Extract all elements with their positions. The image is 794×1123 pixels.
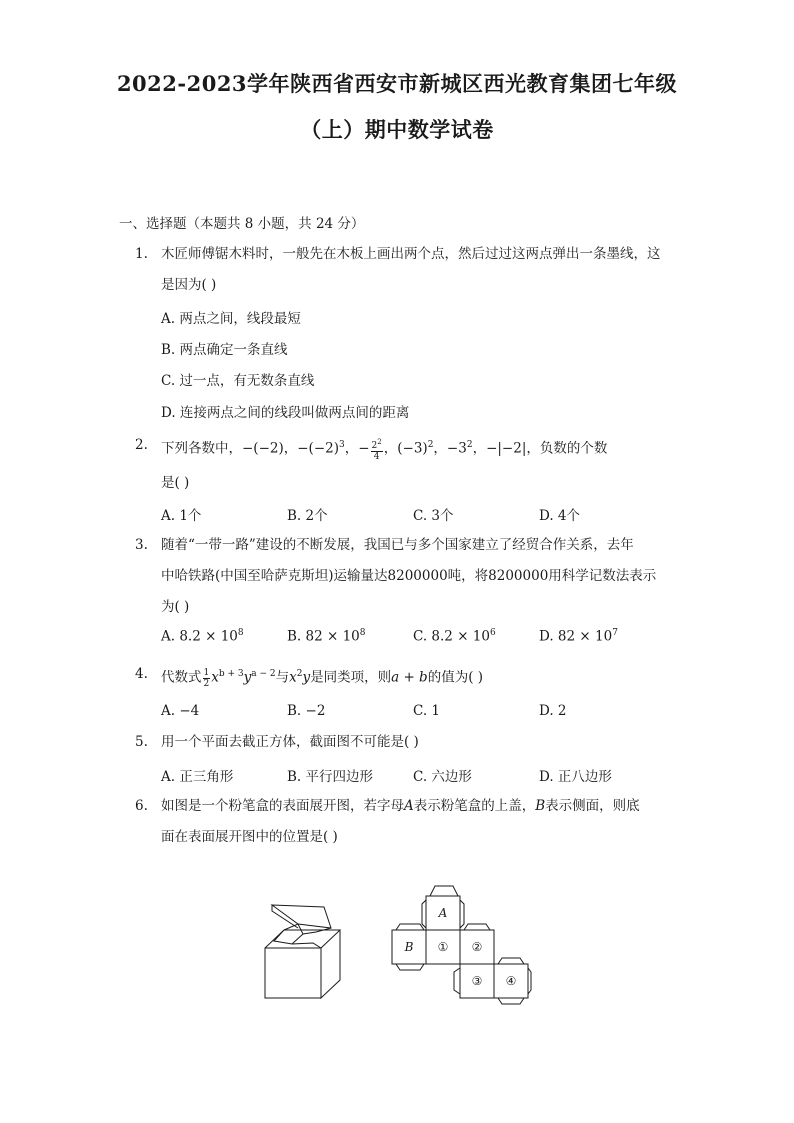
question-number: 1. xyxy=(135,246,148,262)
separator: ， xyxy=(344,440,359,457)
math-expr: −3 xyxy=(446,440,467,457)
fraction-denominator: 2 xyxy=(203,678,210,689)
question-1 xyxy=(135,239,675,301)
option-c xyxy=(413,628,496,645)
question-text-line xyxy=(161,791,675,822)
question-text-line: 木匠师傅锯木料时，一般先在木板上画出两个点，然后过过这两点弹出一条墨线，这 xyxy=(161,246,661,262)
question-4 xyxy=(135,659,675,694)
option-c: C. 3个 xyxy=(413,508,454,524)
option-d: D. 2 xyxy=(539,703,567,719)
exponent: 3 xyxy=(339,440,345,450)
math-expr: (−3) xyxy=(397,440,428,457)
option-b: B. 两点确定一条直线 xyxy=(161,342,288,358)
math-expr: −(−2) xyxy=(297,440,339,457)
math-expr: −|−2| xyxy=(486,440,527,457)
question-text xyxy=(161,430,675,499)
exponent: 8 xyxy=(237,628,244,638)
option-c: C. 六边形 xyxy=(413,769,472,785)
option-text: A. 8.2 × 10 xyxy=(161,628,238,645)
fraction-numerator: 1 xyxy=(203,667,210,678)
box-net-figure xyxy=(390,882,532,1006)
question-text-line: 是( ) xyxy=(161,474,190,491)
exam-title-line2: （上）期中数学试卷 xyxy=(300,117,494,142)
option-a: A. 两点之间，线段最短 xyxy=(161,311,301,327)
exponent: b + 3 xyxy=(218,669,244,679)
option-a: A. 正三角形 xyxy=(161,769,234,785)
section-heading: 一、选择题（本题共 8 小题，共 24 分） xyxy=(119,216,365,232)
math-expr: a + b xyxy=(391,669,428,686)
option-b: B. 2个 xyxy=(287,508,328,524)
separator: ， xyxy=(433,440,447,457)
question-text xyxy=(161,791,675,853)
question-lead: 下列各数中， xyxy=(161,440,242,457)
option-a: A. 1个 xyxy=(161,508,202,524)
separator: ， xyxy=(383,440,398,457)
option-b: B. 平行四边形 xyxy=(287,769,374,785)
question-6 xyxy=(135,791,675,853)
question-number: 2. xyxy=(135,437,148,453)
question-number: 4. xyxy=(135,666,148,682)
fraction-numerator: 2 xyxy=(371,440,378,451)
math-expr: − xyxy=(358,440,370,457)
exponent: 2 xyxy=(466,440,473,450)
question-text-part: 表示侧面，则底 xyxy=(545,798,640,814)
net-label-b: B xyxy=(404,940,414,954)
variable: y xyxy=(243,669,252,686)
exponent: 6 xyxy=(489,628,496,638)
net-label-2: ② xyxy=(471,940,483,954)
separator: ， xyxy=(472,440,487,457)
exam-title-line1: 2022-2023学年陕西省西安市新城区西光教育集团七年级 xyxy=(116,71,678,96)
exponent: a − 2 xyxy=(251,669,276,679)
net-label-a: A xyxy=(438,906,448,920)
variable: x xyxy=(289,669,297,686)
question-number: 5. xyxy=(135,734,148,750)
math-expr: −(−2)， xyxy=(242,440,298,457)
question-3 xyxy=(135,530,675,623)
question-text-line: 为( ) xyxy=(161,599,190,615)
option-text: D. 82 × 10 xyxy=(539,628,613,645)
option-a xyxy=(161,628,244,645)
variable: x xyxy=(211,669,219,686)
question-text-part: 如图是一个粉笔盒的表面展开图，若字母 xyxy=(161,798,404,814)
option-d: D. 正八边形 xyxy=(539,769,612,785)
question-text-line xyxy=(161,430,675,465)
question-lead: 代数式 xyxy=(161,669,202,686)
option-d: D. 4个 xyxy=(539,508,581,524)
question-5 xyxy=(135,727,675,758)
fraction xyxy=(203,668,211,689)
fraction-denominator: 4 xyxy=(373,451,380,462)
option-text: C. 8.2 × 10 xyxy=(413,628,490,645)
question-tail: 是同类项，则 xyxy=(310,669,392,686)
question-text-line: 中哈铁路(中国至哈萨克斯坦)运输量达8200000吨，将8200000用科学记数法表示 xyxy=(161,568,657,584)
option-c: C. 过一点，有无数条直线 xyxy=(161,373,315,389)
option-a: A. −4 xyxy=(161,703,200,719)
net-label-3: ③ xyxy=(471,974,483,988)
question-2 xyxy=(135,430,675,499)
option-text: B. 82 × 10 xyxy=(287,628,360,645)
connector-text: 与 xyxy=(275,669,290,686)
option-b: B. −2 xyxy=(287,703,326,719)
variable: y xyxy=(302,669,311,686)
question-text xyxy=(161,530,675,623)
variable: B xyxy=(535,798,546,814)
question-tail: ，负数的个数 xyxy=(526,440,608,457)
chalk-box-figure xyxy=(258,898,348,1002)
option-c: C. 1 xyxy=(413,703,441,719)
question-text xyxy=(161,239,675,301)
question-text-line: 随着“一带一路”建设的不断发展，我国已与多个国家建立了经贸合作关系，去年 xyxy=(161,537,634,553)
question-text-part: 表示粉笔盒的上盖， xyxy=(413,798,536,814)
question-end: 的值为( ) xyxy=(427,669,484,686)
variable: A xyxy=(404,798,414,814)
exponent: 8 xyxy=(359,628,366,638)
question-text: 用一个平面去截正方体，截面图不可能是( ) xyxy=(161,734,419,750)
question-text-line: 是因为( ) xyxy=(161,277,217,293)
net-label-1: ① xyxy=(437,940,449,954)
question-number: 6. xyxy=(135,798,148,814)
fraction xyxy=(371,437,383,462)
exponent: 7 xyxy=(612,628,618,638)
question-text-line: 面在表面展开图中的位置是( ) xyxy=(161,829,338,845)
question-text xyxy=(161,659,675,694)
exponent: 2 xyxy=(377,437,382,446)
option-d: D. 连接两点之间的线段叫做两点间的距离 xyxy=(161,405,410,421)
question-number: 3. xyxy=(135,537,148,553)
exponent: 2 xyxy=(296,669,303,679)
net-label-4: ④ xyxy=(505,974,517,988)
exponent: 2 xyxy=(427,440,434,450)
option-b xyxy=(287,628,366,645)
option-d xyxy=(539,628,618,645)
